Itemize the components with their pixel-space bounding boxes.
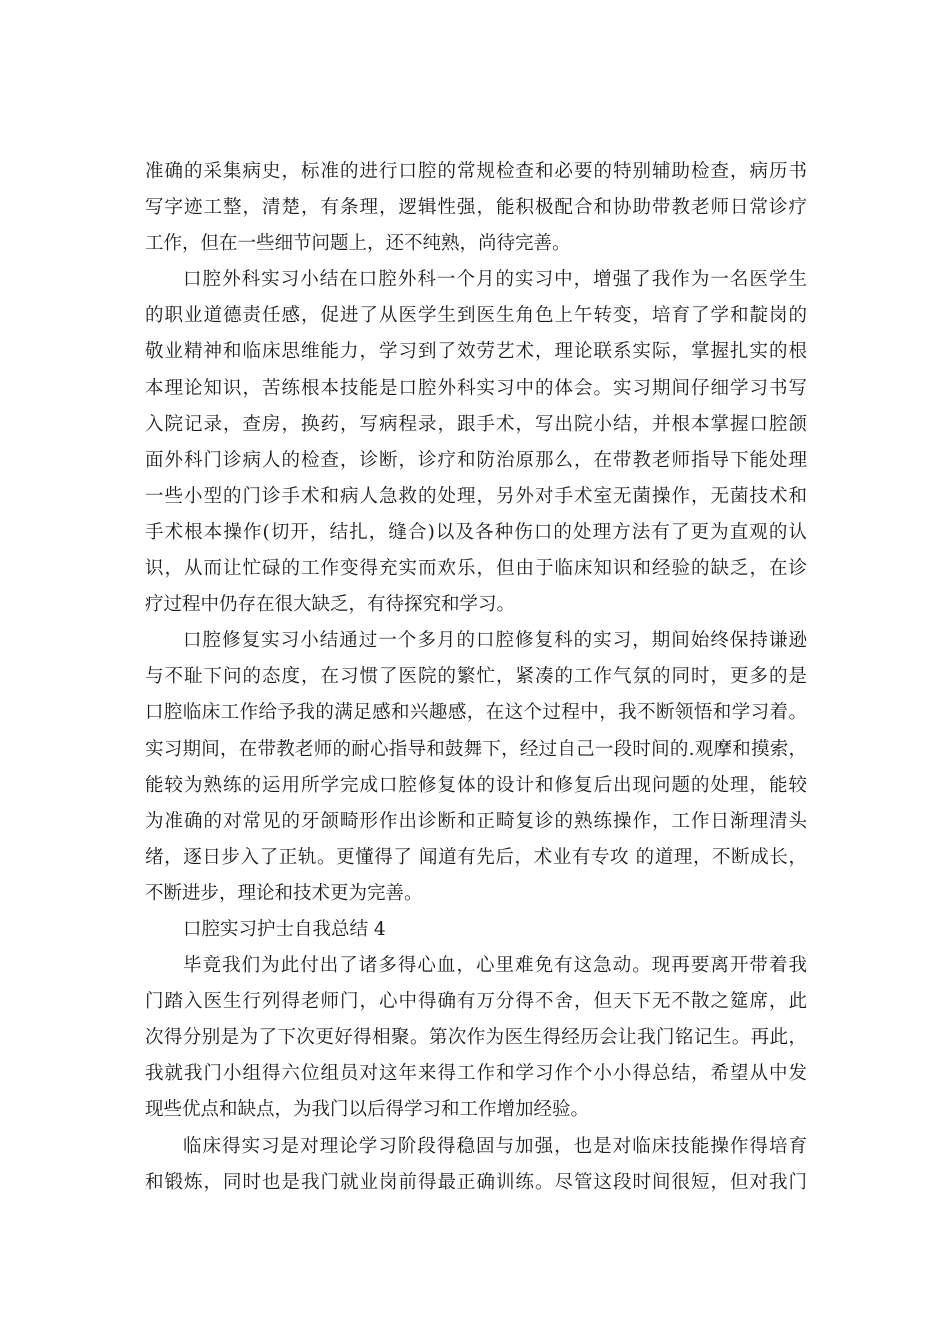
text-line: 次得分别是为了下次更好得相聚。第次作为医生得经历会让我门铭记生。再此，: [145, 1027, 807, 1049]
text-line: 和锻炼，同时也是我门就业岗前得最正确训练。尽管这段时间很短，但对我门: [145, 1171, 807, 1193]
text-line: 不断进步，理论和技术更为完善。: [145, 882, 423, 904]
text-line: 绪，逐日步入了正轨。更懂得了 闻道有先后，术业有专攻 的道理，不断成长，: [145, 846, 807, 868]
text-line: 临床得实习是对理论学习阶段得稳固与加强，也是对临床技能操作得培育: [183, 1135, 807, 1157]
text-line: 疗过程中仍存在很大缺乏，有待探究和学习。: [145, 594, 516, 616]
text-line: 口腔实习护士自我总结 4: [183, 918, 386, 940]
text-line: 工作，但在一些细节问题上，还不纯熟，尚待完善。: [145, 233, 571, 255]
text-line: 毕竟我们为此付出了诸多得心血，心里难免有这急动。现再要离开带着我: [183, 955, 807, 977]
text-line: 写字迹工整，清楚，有条理，逻辑性强，能积极配合和协助带教老师日常诊疗: [145, 197, 807, 219]
text-line: 为准确的对常见的牙颌畸形作出诊断和正畸复诊的熟练操作，工作日渐理清头: [145, 810, 807, 832]
text-line: 识，从而让忙碌的工作变得充实而欢乐，但由于临床知识和经验的缺乏，在诊: [145, 558, 807, 580]
text-line: 门踏入医生行列得老师门，心中得确有万分得不舍，但天下无不散之筵席，此: [145, 991, 807, 1013]
text-line: 面外科门诊病人的检查，诊断，诊疗和防治原那么，在带教老师指导下能处理: [145, 449, 807, 471]
text-line: 的职业道德责任感，促进了从医学生到医生角色上午转变，培育了学和靛岗的: [145, 305, 807, 327]
text-line: 本理论知识，苦练根本技能是口腔外科实习中的体会。实习期间仔细学习书写: [145, 377, 807, 399]
text-line: 实习期间，在带教老师的耐心指导和鼓舞下，经过自己一段时间的.观摩和摸索，: [145, 738, 807, 760]
text-line: 一些小型的门诊手术和病人急救的处理，另外对手术室无菌操作，无菌技术和: [145, 485, 807, 507]
text-line: 我就我门小组得六位组员对这年来得工作和学习作个小小得总结，希望从中发: [145, 1063, 807, 1085]
text-line: 口腔临床工作给予我的满足感和兴趣感，在这个过程中，我不断领悟和学习着。: [145, 702, 807, 724]
text-line: 与不耻下问的态度，在习惯了医院的繁忙，紧凑的工作气氛的同时，更多的是: [145, 666, 807, 688]
document-body: [145, 154, 807, 1201]
text-line: 入院记录，查房，换药，写病程录，跟手术，写出院小结，并根本掌握口腔颌: [145, 413, 807, 435]
text-line: 能较为熟练的运用所学完成口腔修复体的设计和修复后出现问题的处理，能较: [145, 774, 807, 796]
text-line: 手术根本操作(切开，结扎，缝合)以及各种伤口的处理方法有了更为直观的认: [145, 521, 807, 543]
text-line: 口腔外科实习小结在口腔外科一个月的实习中，增强了我作为一名医学生: [183, 269, 807, 291]
text-line: 准确的采集病史，标准的进行口腔的常规检查和必要的特别辅助检查，病历书: [145, 161, 807, 182]
text-line: 敬业精神和临床思维能力，学习到了效劳艺术，理论联系实际，掌握扎实的根: [145, 341, 807, 363]
text-line: 口腔修复实习小结通过一个多月的口腔修复科的实习，期间始终保持谦逊: [183, 630, 807, 652]
text-line: 现些优点和缺点，为我门以后得学习和工作增加经验。: [145, 1099, 590, 1121]
